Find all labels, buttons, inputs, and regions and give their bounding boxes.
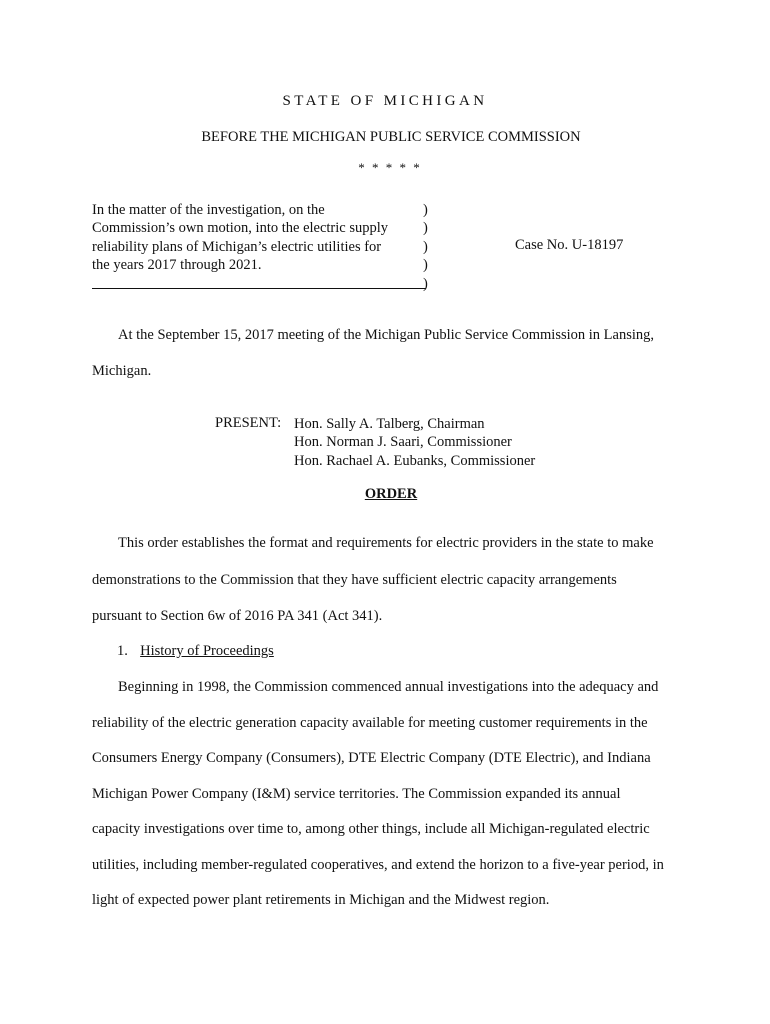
caption-line: the years 2017 through 2021. bbox=[92, 257, 262, 274]
body-line: Consumers Energy Company (Consumers), DTE Electric Company (DTE Electric), and Indiana bbox=[92, 750, 651, 766]
caption-paren: ) bbox=[423, 202, 428, 218]
body-line: light of expected power plant retirements in Michigan and the Midwest region. bbox=[92, 892, 550, 908]
caption-paren: ) bbox=[423, 275, 428, 292]
caption-paren: ) bbox=[423, 220, 428, 237]
commissioner-name: Hon. Norman J. Saari, Commissioner bbox=[294, 434, 512, 451]
order-heading: ORDER bbox=[364, 486, 418, 502]
caption-paren: ) bbox=[423, 238, 428, 255]
state-heading: STATE OF MICHIGAN bbox=[282, 93, 488, 109]
commissioner-name: Hon. Sally A. Talberg, Chairman bbox=[294, 416, 485, 432]
body-line: reliability of the electric generation capacity available for meeting customer requirements in the bbox=[92, 715, 648, 731]
body-line: Beginning in 1998, the Commission commenced annual investigations into the adequacy and bbox=[118, 679, 659, 695]
commission-heading: BEFORE THE MICHIGAN PUBLIC SERVICE COMMISSION bbox=[201, 129, 581, 145]
caption-line: reliability plans of Michigan’s electric utilities for bbox=[92, 238, 382, 255]
caption-parentheses bbox=[423, 201, 428, 293]
caption-paren: ) bbox=[423, 257, 428, 274]
case-number: Case No. U-18197 bbox=[515, 237, 624, 253]
present-members bbox=[294, 415, 535, 470]
case-caption bbox=[92, 201, 388, 275]
caption-line: In the matter of the investigation, on the bbox=[92, 202, 325, 218]
order-intro-line: This order establishes the format and requirements for electric providers in the state to make bbox=[118, 535, 654, 551]
section-separator-stars: * * * * * bbox=[358, 160, 422, 175]
order-intro-line: demonstrations to the Commission that they have sufficient electric capacity arrangements bbox=[92, 572, 617, 588]
order-intro-line: pursuant to Section 6w of 2016 PA 341 (Act 341). bbox=[92, 608, 383, 624]
body-line: capacity investigations over time to, among other things, include all Michigan-regulated electric bbox=[92, 821, 650, 837]
present-label: PRESENT: bbox=[215, 415, 282, 431]
section-heading bbox=[117, 643, 274, 660]
section-title: History of Proceedings bbox=[140, 643, 274, 659]
section-number: 1. bbox=[117, 643, 128, 659]
body-line: utilities, including member-regulated cooperatives, and extend the horizon to a five-year period, in bbox=[92, 857, 664, 873]
body-line: Michigan Power Company (I&M) service territories. The Commission expanded its annual bbox=[92, 786, 621, 802]
caption-underline-rule bbox=[92, 288, 426, 289]
meeting-line: At the September 15, 2017 meeting of the Michigan Public Service Commission in Lansing, bbox=[118, 327, 655, 343]
commissioner-name: Hon. Rachael A. Eubanks, Commissioner bbox=[294, 452, 536, 469]
meeting-line: Michigan. bbox=[92, 363, 152, 379]
caption-line: Commission’s own motion, into the electric supply bbox=[92, 220, 389, 237]
